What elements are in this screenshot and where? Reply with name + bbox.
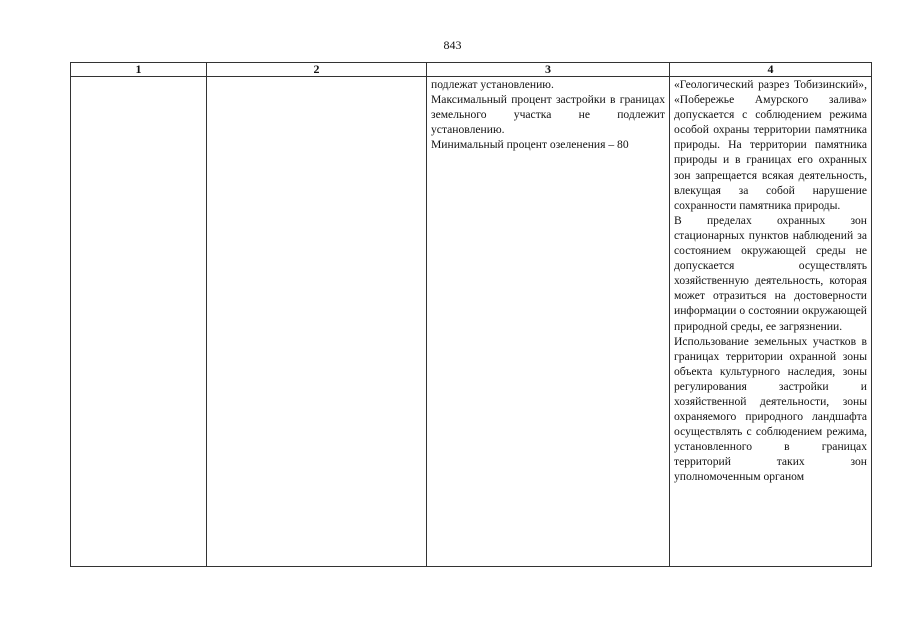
column-header-2: 2 [207, 63, 427, 77]
cell-col4-paragraph: В пределах охранных зон стационарных пунктов наблюдений за состоянием окружающей среды не допускается осуществлять хозяйственную деятельность, которая может отразиться на достоверности информации о состоянии окружающей природной среды, ее загрязнении. [674, 213, 867, 333]
cell-col4-paragraph: «Геологический разрез Тобизинский», «Побережье Амурского залива» допускается с соблюдением режима особой охраны территории памятника природы. На территории памятника природы и в границах его охранных зон запрещается всякая деятельность, влекущая за собой нарушение сохранности памятника природы. [674, 78, 867, 212]
page-number: 843 [443, 38, 462, 52]
cell-col3-paragraph: Минимальный процент озеленения – 80 [431, 138, 629, 152]
table-row [71, 77, 872, 567]
column-header-4: 4 [670, 63, 872, 77]
cell-col1 [71, 77, 207, 567]
regulations-table [70, 62, 872, 567]
cell-col3-paragraph: Максимальный процент застройки в границах земельного участка не подлежит установлению. [431, 93, 665, 137]
column-header-3: 3 [427, 63, 670, 77]
cell-col2 [207, 77, 427, 567]
column-header-1: 1 [71, 63, 207, 77]
cell-col4-paragraph: Использование земельных участков в границах территории охранной зоны объекта культурного наследия, зоны регулирования застройки и хозяйственной деятельности, зоны охраняемого природного ландшафта осуществлять с соблюдением режима, установленного в границах территорий таких зон уполномоченным органом [674, 334, 867, 484]
cell-col3-paragraph: подлежат установлению. [431, 78, 554, 91]
table-header-row [71, 63, 872, 77]
cell-col4 [670, 77, 872, 567]
cell-col3 [427, 77, 670, 567]
